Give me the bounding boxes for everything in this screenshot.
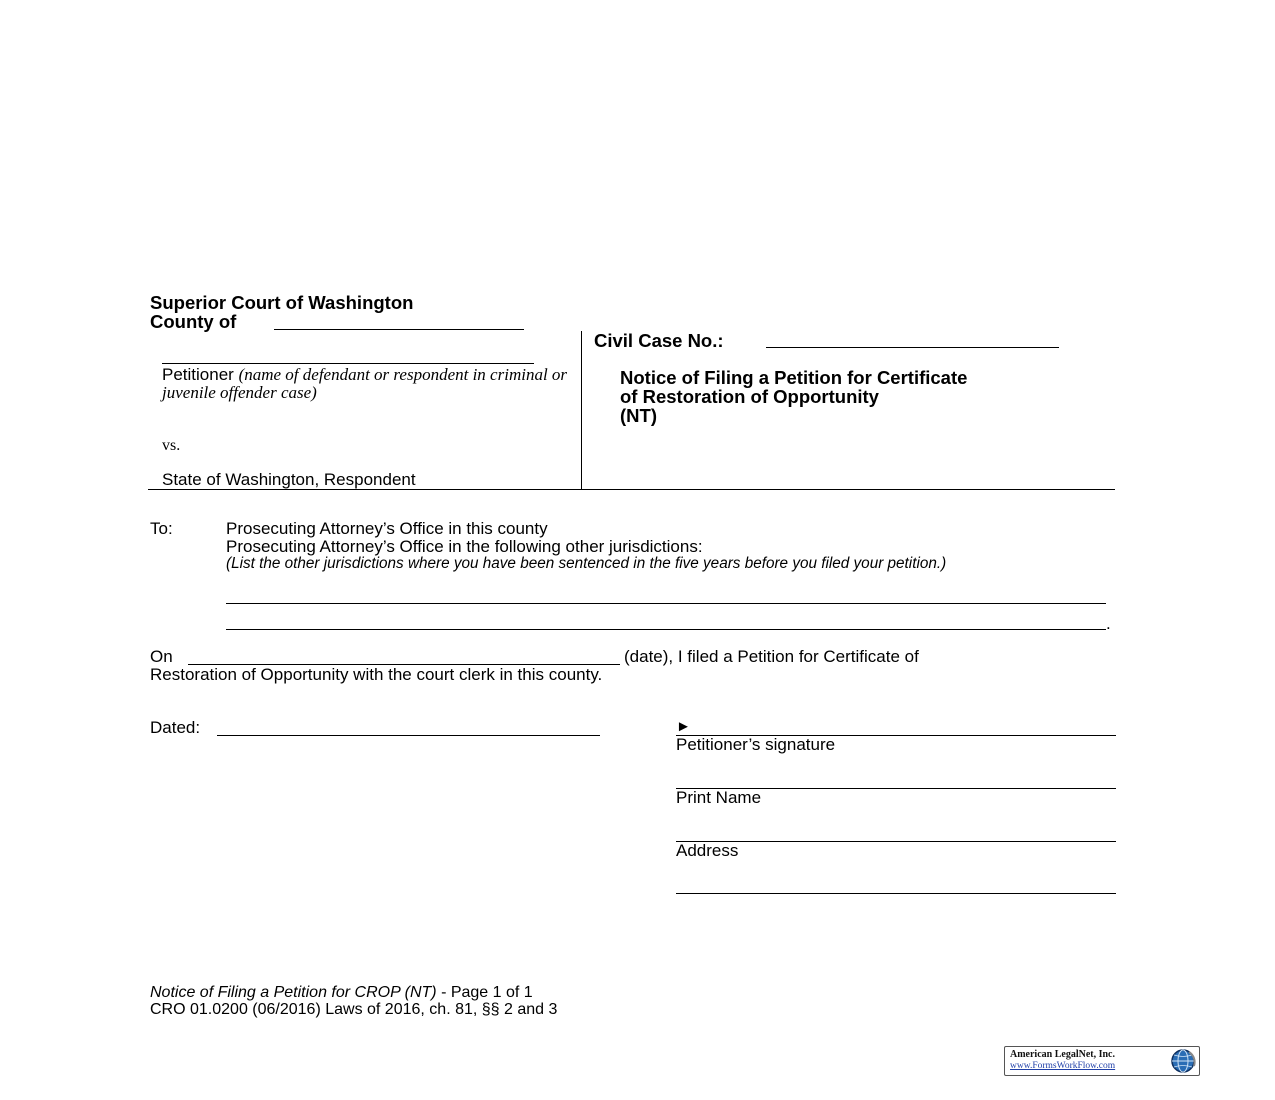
footer-form-code: CRO 01.0200 (06/2016) Laws of 2016, ch. 81, §§ 2 and 3 <box>150 1001 558 1018</box>
signature-label: Petitioner’s signature <box>676 735 836 754</box>
notice-title-line1: Notice of Filing a Petition for Certificate <box>620 367 968 388</box>
globe-icon <box>1170 1048 1196 1074</box>
civil-case-blank[interactable] <box>766 347 1059 348</box>
court-title: Superior Court of Washington <box>150 292 414 313</box>
caption-bottom-rule <box>148 489 1115 490</box>
logo-company-name: American LegalNet, Inc. <box>1010 1049 1115 1060</box>
petitioner-label: Petitioner <box>162 365 234 384</box>
to-recipient-county: Prosecuting Attorney’s Office in this county <box>226 519 548 538</box>
dated-label: Dated: <box>150 718 201 737</box>
jurisdictions-end-period: . <box>1106 614 1111 633</box>
petitioner-blank[interactable] <box>162 363 534 364</box>
address-label: Address <box>676 841 739 860</box>
notice-code: (NT) <box>620 405 657 426</box>
jurisdictions-instruction: (List the other jurisdictions where you have been sentenced in the five years before you filed your petition.) <box>226 555 947 572</box>
footer-title: Notice of Filing a Petition for CROP (NT) <box>150 984 437 1001</box>
footer-form-title <box>150 984 533 1002</box>
print-name-label: Print Name <box>676 788 762 807</box>
american-legalnet-logo <box>1004 1046 1200 1076</box>
respondent-label: State of Washington, Respondent <box>162 470 416 489</box>
to-label: To: <box>150 519 173 538</box>
civil-case-label: Civil Case No.: <box>594 330 724 351</box>
logo-url-link[interactable]: www.FormsWorkFlow.com <box>1010 1061 1116 1071</box>
versus-label: vs. <box>162 437 181 454</box>
jurisdictions-blank-2[interactable] <box>226 629 1106 630</box>
county-blank[interactable] <box>274 329 524 330</box>
on-label: On <box>150 647 173 666</box>
address-blank-1[interactable] <box>676 841 1116 842</box>
notice-title <box>620 368 1120 425</box>
county-label: County of <box>150 311 237 332</box>
filing-statement-line2: Restoration of Opportunity with the court clerk in this county. <box>150 665 603 684</box>
to-recipient-other: Prosecuting Attorney’s Office in the following other jurisdictions: <box>226 537 703 556</box>
caption-divider <box>581 331 582 490</box>
address-blank-2[interactable] <box>676 893 1116 894</box>
petitioner-block <box>162 366 572 402</box>
petitioner-note: (name of defendant or respondent in criminal or juvenile offender case) <box>162 365 568 402</box>
dated-blank[interactable] <box>217 735 600 736</box>
footer-page-info: - Page 1 of 1 <box>441 984 533 1001</box>
signature-arrow-icon: ► <box>676 718 691 735</box>
jurisdictions-blank-1[interactable] <box>226 603 1106 604</box>
filing-statement-text: (date), I filed a Petition for Certificate of <box>624 647 919 666</box>
notice-title-line2: of Restoration of Opportunity <box>620 386 879 407</box>
